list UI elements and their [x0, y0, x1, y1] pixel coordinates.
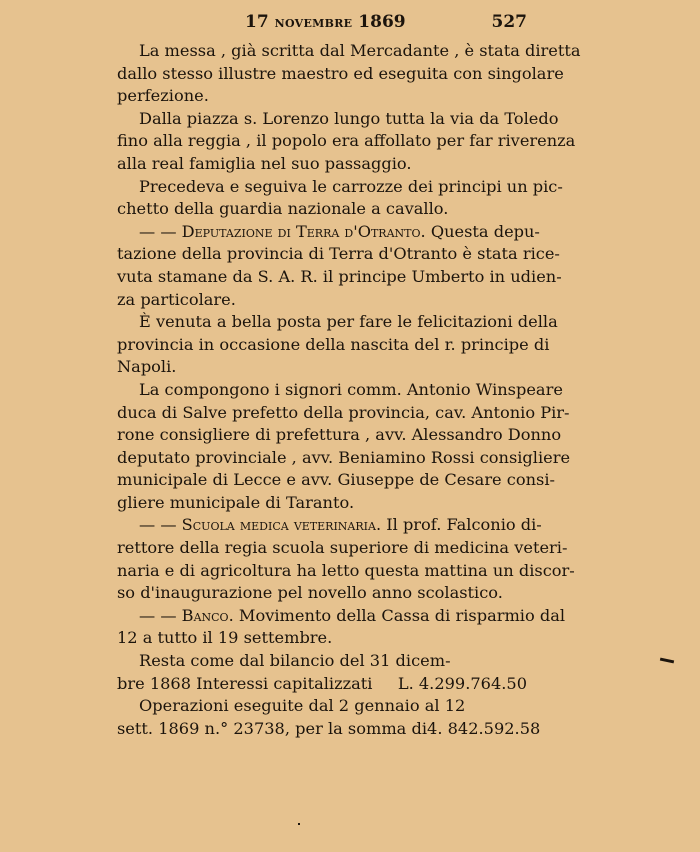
text-line: vuta stamane da S. A. R. il principe Umberto in udien-	[117, 266, 562, 286]
text-line: duca di Salve prefetto della provincia, cav. Antonio Pir-	[117, 402, 570, 422]
text-line: za particolare.	[117, 289, 236, 309]
section-dash: — —	[139, 605, 182, 625]
text-line: provincia in occasione della nascita del r. principe di	[117, 334, 550, 354]
text-line: perfezione.	[117, 86, 209, 106]
text-line: rone consigliere di prefettura , avv. Alessandro Donno	[117, 425, 562, 445]
text-line: chetto della guardia nazionale a cavallo.	[117, 199, 449, 219]
text-line: La compongono i signori comm. Antonio Winspeare	[139, 379, 563, 399]
text-line: dallo stesso illustre maestro ed eseguita con singolare	[117, 63, 564, 83]
text-line: Dalla piazza s. Lorenzo lungo tutta la via da Toledo	[139, 108, 559, 128]
text-line: so d'inaugurazione pel novello anno scolastico.	[117, 583, 503, 603]
text-line: naria e di agricoltura ha letto questa mattina un discor-	[117, 560, 575, 580]
page-number: 527	[491, 12, 527, 32]
line-text: . Il prof. Falconio di-	[375, 515, 542, 535]
header-year: 1869	[358, 12, 406, 32]
section-dash: — —	[139, 515, 182, 535]
ledger-row	[117, 673, 527, 696]
text-line: fino alla reggia , il popolo era affollato per far riverenza	[117, 131, 576, 151]
text-line: deputato provinciale , avv. Beniamino Rossi consigliere	[117, 447, 571, 467]
header-month: novembre	[274, 13, 353, 31]
ledger-label: bre 1868 Interessi capitalizzati	[117, 673, 373, 693]
text-line: tazione della provincia di Terra d'Otranto è stata rice-	[117, 244, 560, 264]
header-date	[245, 12, 406, 32]
ledger-amount: 4. 842.592.58	[427, 718, 541, 738]
scan-speck	[298, 823, 300, 825]
text-line	[117, 605, 566, 628]
text-line: alla real famiglia nel suo passaggio.	[117, 153, 412, 173]
text-line	[117, 221, 540, 244]
text-line: La messa , già scritta dal Mercadante , è stata diretta	[139, 41, 581, 60]
running-header	[117, 12, 527, 36]
line-text: . Movimento della Cassa di risparmio dal	[228, 605, 566, 625]
text-line: gliere municipale di Taranto.	[117, 492, 355, 512]
text-line: Operazioni eseguite dal 2 gennaio al 12	[139, 696, 466, 716]
ledger-row	[117, 718, 541, 741]
text-line	[117, 514, 542, 537]
section-heading: Deputazione di Terra d'Otranto	[181, 221, 421, 241]
text-line: rettore della regia scuola superiore di medicina veteri-	[117, 538, 568, 558]
section-heading: Scuola medica veterinaria	[181, 515, 376, 535]
header-day: 17	[245, 12, 269, 32]
text-line: È venuta a bella posta per fare le felicitazioni della	[139, 312, 558, 332]
scan-speck	[660, 658, 674, 664]
line-text: . Questa depu-	[420, 221, 540, 241]
ledger-amount: L. 4.299.764.50	[397, 673, 527, 693]
text-line: Resta come dal bilancio del 31 dicem-	[139, 651, 451, 671]
section-dash: — —	[139, 221, 182, 241]
text-line: municipale di Lecce e avv. Giuseppe de Cesare consi-	[117, 470, 555, 490]
text-line: Napoli.	[117, 357, 177, 377]
ledger-label: sett. 1869 n.° 23738, per la somma di	[117, 718, 428, 738]
article-text	[117, 40, 581, 740]
text-line: Precedeva e seguiva le carrozze dei principi un pic-	[139, 176, 563, 196]
section-heading: Banco	[181, 605, 229, 625]
text-line: 12 a tutto il 19 settembre.	[117, 628, 333, 648]
